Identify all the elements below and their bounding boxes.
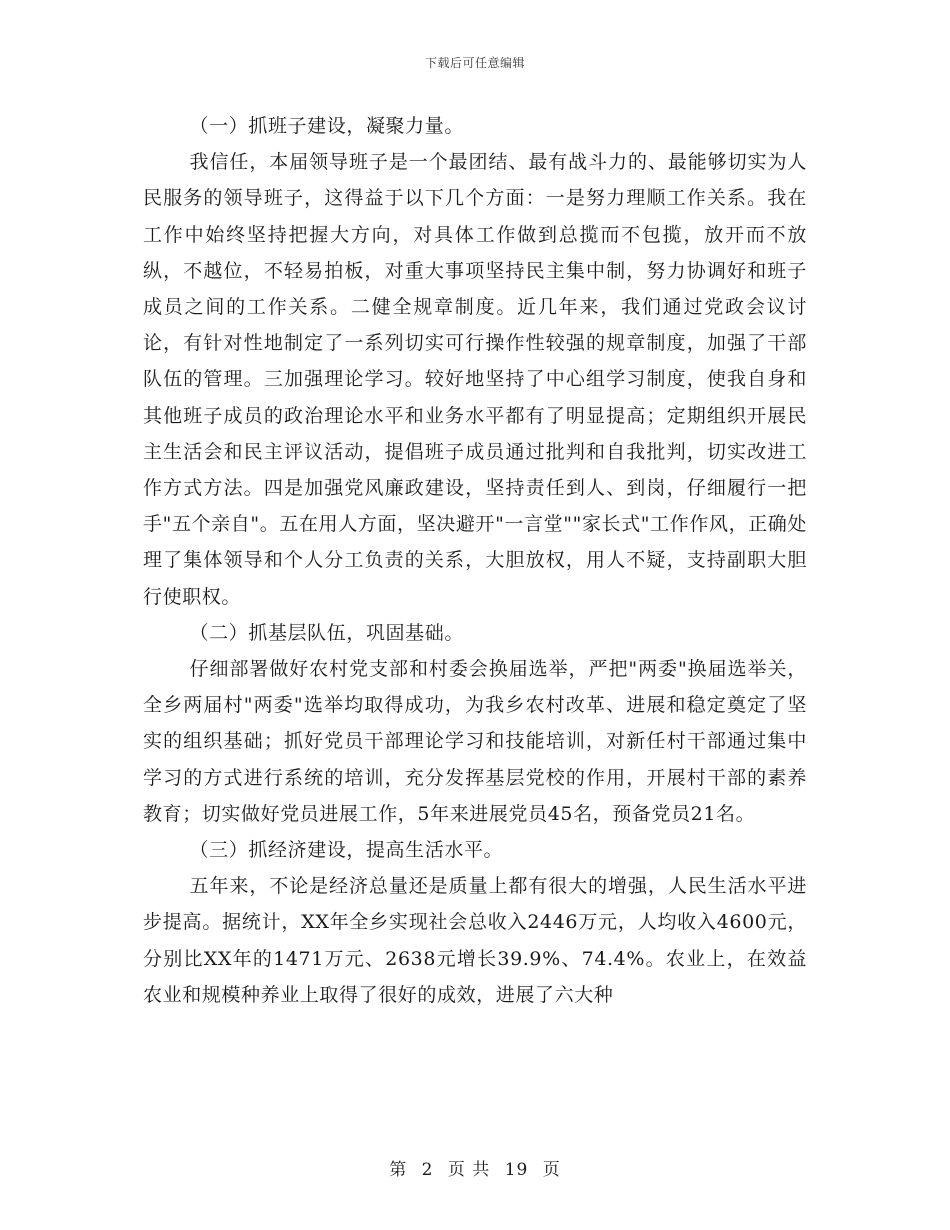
footer-middle: 页 共 (447, 1160, 491, 1180)
paragraph-2: 仔细部署做好农村党支部和村委会换届选举，严把"两委"换届选举关，全乡两届村"两委"选举均取得成功，为我乡农村改革、进展和稳定奠定了坚实的组织基础；抓好党员干部理论学习和技能培训，对新任村干部通过集中学习的方式进行系统的培训，充分发挥基层党校的作用，开展村干部的素养教育；切实做好党员进展工作，5年来进展党员45名，预备党员21名。 (143, 658, 807, 825)
document-body (143, 108, 807, 1013)
current-page-number: 2 (421, 1160, 434, 1180)
section-heading-2: （二）抓基层队伍，巩固基础。 (189, 621, 464, 644)
section-heading-1: （一）抓班子建设，凝聚力量。 (189, 115, 464, 137)
page-header-note: 下载后可任意编辑 (424, 56, 525, 70)
footer-suffix: 页 (542, 1160, 561, 1180)
section-heading-3: （三）抓经济建设，提高生活水平。 (189, 839, 504, 862)
paragraph-1: 我信任，本届领导班子是一个最团结、最有战斗力的、最能够切实为人民服务的领导班子，这得益于以下几个方面：一是努力理顺工作关系。我在工作中始终坚持把握大方向，对具体工作做到总揽而不包揽，放开而不放纵，不越位，不轻易拍板，对重大事项坚持民主集中制，努力协调好和班子成员之间的工作关系。二健全规章制度。近几年来，我们通过党政会议讨论，有针对性地制定了一系列切实可行操作性较强的规章制度，加强了干部队伍的管理。三加强理论学习。较好地坚持了中心组学习制度，使我自身和其他班子成员的政治理论水平和业务水平都有了明显提高；定期组织开展民主生活会和民主评议活动，提倡班子成员通过批判和自我批判，切实改进工作方式方法。四是加强党风廉政建设，坚持责任到人、到岗，仔细履行一把手"五个亲自"。五在用人方面，坚决避开"一言堂""家长式"工作作风，正确处理了集体领导和个人分工负责的关系，大胆放权，用人不疑，支持副职大胆行使职权。 (143, 151, 807, 608)
paragraph-3: 五年来，不论是经济总量还是质量上都有很大的增强，人民生活水平进步提高。据统计，XX年全乡实现社会总收入2446万元，人均收入4600元，分别比XX年的1471万元、2638元增长39.9%、74.4%。农业上，在效益农业和规模种养业上取得了很好的成效，进展了六大种 (143, 875, 807, 1006)
footer-prefix: 第 (389, 1160, 408, 1180)
page-footer (0, 1155, 950, 1180)
total-page-count: 19 (504, 1160, 529, 1180)
